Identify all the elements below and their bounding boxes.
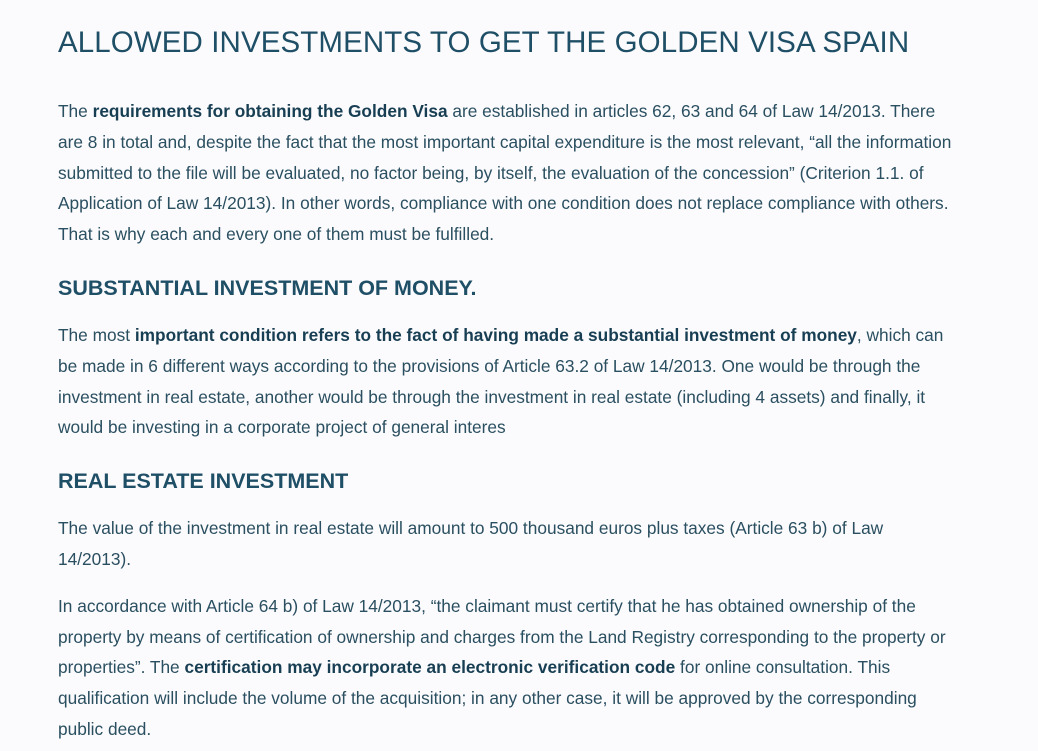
intro-text-start: The bbox=[58, 101, 93, 121]
intro-paragraph bbox=[58, 96, 958, 250]
intro-emphasis: requirements for obtaining the Golden Visa bbox=[92, 101, 448, 121]
certification-text-start: In accordance with Article 64 b) of Law 14/2013, “the claimant must certify that he has obtained ownership of the property by means of certification of ownership and charges from the Land Registry corresponding to the property or properties”. The bbox=[58, 595, 946, 678]
intro-text-end: are established in articles 62, 63 and 64 of Law 14/2013. There are 8 in total and, despite the fact that the most important capital expenditure is the most relevant, “all the information submitted to the file will be evaluated, no factor being, by itself, the evaluation of the concession” (Criterion 1.1. of Application of Law 14/2013). In other words, compliance with one condition does not replace compliance with others. That is why each and every one of them must be fulfilled. bbox=[58, 101, 952, 245]
section-heading-real-estate: REAL ESTATE INVESTMENT bbox=[58, 469, 349, 494]
substantial-text-start: The most bbox=[58, 324, 135, 345]
real-estate-value-paragraph: The value of the investment in real estate will amount to 500 thousand euros plus taxes (Article 63 b) of Law 14/2013). bbox=[58, 518, 884, 569]
substantial-emphasis: important condition refers to the fact of having made a substantial investment of money bbox=[134, 324, 857, 345]
substantial-investment-paragraph bbox=[58, 320, 958, 443]
page-title: ALLOWED INVESTMENTS TO GET THE GOLDEN VISA SPAIN bbox=[58, 26, 910, 59]
substantial-text-end: , which can be made in 6 different ways according to the provisions of Article 63.2 of Law 14/2013. One would be through the investment in real estate, another would be through the investment in real estate (including 4 assets) and finally, it would be investing in a corporate project of general interes bbox=[58, 324, 944, 438]
section-heading-substantial-investment: SUBSTANTIAL INVESTMENT OF MONEY. bbox=[58, 275, 477, 300]
certification-emphasis: certification may incorporate an electronic verification code bbox=[184, 657, 676, 678]
article bbox=[58, 24, 958, 745]
certification-text-end: for online consultation. This qualification will include the volume of the acquisition; in any other case, it will be approved by the corresponding public deed. bbox=[58, 657, 917, 739]
real-estate-certification-paragraph bbox=[58, 591, 958, 745]
